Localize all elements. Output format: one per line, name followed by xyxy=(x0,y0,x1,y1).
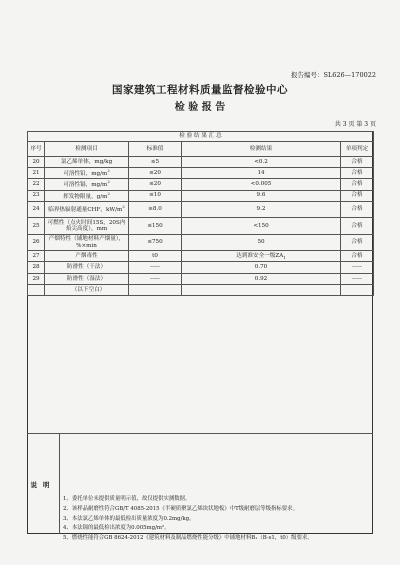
col-result: 检测结果 xyxy=(182,142,341,157)
row-number: 21 xyxy=(28,168,45,179)
table-row xyxy=(28,168,374,179)
row-number: 22 xyxy=(28,179,45,190)
organization-title: 国家建筑工程材料质量监督检验中心 xyxy=(112,84,288,96)
document-title: 检 验 报 告 xyxy=(174,102,226,113)
row-result: 50 xyxy=(182,234,341,251)
row-verdict: 合格 xyxy=(341,201,374,218)
row-verdict: 合格 xyxy=(341,251,374,262)
row-number: 28 xyxy=(28,262,45,273)
row-result: 9.2 xyxy=(182,201,341,218)
row-standard: ≤20 xyxy=(129,168,182,179)
row-verdict: 合格 xyxy=(341,218,374,235)
table-header-row xyxy=(28,142,374,157)
note-item: 4、本法镉的最低检出浓度为0.005mg/m²。 xyxy=(63,525,170,532)
table-row xyxy=(28,273,374,284)
row-verdict: 合格 xyxy=(341,190,374,201)
row-verdict: 合格 xyxy=(341,234,374,251)
row-result: 9.6 xyxy=(182,190,341,201)
col-no: 序号 xyxy=(28,142,45,157)
row-verdict: 合格 xyxy=(341,157,374,168)
row-number: 26 xyxy=(28,234,45,251)
row-number: 24 xyxy=(28,201,45,218)
note-item: 2、该样品耐磨性符合GB/T 4085-2015《半硬质聚氯乙烯块状地板》中T级耐磨层等级指标要求。 xyxy=(63,505,298,512)
notes-label: 说明 xyxy=(27,434,60,534)
row-standard: ----- xyxy=(129,262,182,273)
col-item: 检测项目 xyxy=(45,142,129,157)
results-table xyxy=(27,131,374,296)
table-row xyxy=(28,190,374,201)
table-caption: 检 验 结 果 汇 总 xyxy=(28,132,374,142)
row-number: 20 xyxy=(28,157,45,168)
row-verdict: ----- xyxy=(341,273,374,284)
table-row xyxy=(28,179,374,190)
row-standard: ----- xyxy=(129,273,182,284)
notes-section xyxy=(27,433,373,542)
row-item: 产烟毒性 xyxy=(45,251,129,262)
row-item: 可燃性（点火时间15S，20S内焰尖高度），mm xyxy=(45,218,129,235)
row-item: 可溶性铅，$mg/m^2$ xyxy=(45,168,129,179)
end-note: （以下空白） xyxy=(45,284,129,295)
row-result: <0.2 xyxy=(182,157,341,168)
row-item: 防滑性（干法） xyxy=(45,262,129,273)
row-item: 可溶性镉，$mg/m^2$ xyxy=(45,179,129,190)
row-standard: ≤750 xyxy=(129,234,182,251)
row-result: 14 xyxy=(182,168,341,179)
row-standard: ≤150 xyxy=(129,218,182,235)
row-verdict: 合格 xyxy=(341,168,374,179)
row-standard: ≤10 xyxy=(129,190,182,201)
col-verdict: 单项判定 xyxy=(341,142,374,157)
table-row xyxy=(28,157,374,168)
row-standard: t0 xyxy=(129,251,182,262)
row-standard: ≤5 xyxy=(129,157,182,168)
note-item: 5、燃烧性能符合GB 8624-2012《建筑材料及制品燃烧性能分级》中铺地材料B₁（B-s1，t0）级要求。 xyxy=(63,535,313,542)
table-row xyxy=(28,251,374,262)
row-result: <0.005 xyxy=(182,179,341,190)
row-item: 产烟特性（铺地材料产烟量），%×min xyxy=(45,234,129,251)
row-result: 达到准安全一级$ZA_1$ xyxy=(182,251,341,262)
row-number: 27 xyxy=(28,251,45,262)
row-item: 防滑性（湿法） xyxy=(45,273,129,284)
row-item: 挥发物限量，$g/m^2$ xyxy=(45,190,129,201)
table-end-row xyxy=(28,284,374,295)
row-standard: ≤20 xyxy=(129,179,182,190)
row-item: 氯乙烯单体，mg/kg xyxy=(45,157,129,168)
row-verdict: ----- xyxy=(341,262,374,273)
note-item: 3、本法氯乙烯单体的最低检出质量浓度为0.2mg/kg。 xyxy=(63,515,195,522)
row-result: 0.70 xyxy=(182,262,341,273)
note-item: 1、委托单位未提供质量明示值，故仅提供实测数据。 xyxy=(63,496,191,502)
row-number: 25 xyxy=(28,218,45,235)
row-result: <150 xyxy=(182,218,341,235)
notes-list xyxy=(63,495,369,544)
row-result: 0.92 xyxy=(182,273,341,284)
row-verdict: 合格 xyxy=(341,179,374,190)
table-row xyxy=(28,218,374,235)
table-row xyxy=(28,234,374,251)
col-standard: 标准值 xyxy=(129,142,182,157)
table-row xyxy=(28,201,374,218)
row-item: 临界热辐射通量CHF，$kW/m^2$ xyxy=(45,201,129,218)
row-number: 23 xyxy=(28,190,45,201)
table-row xyxy=(28,262,374,273)
row-number: 29 xyxy=(28,273,45,284)
row-standard: ≥8.0 xyxy=(129,201,182,218)
report-number: 报告编号：SL626—170022 xyxy=(291,71,376,79)
page-info: 共 3 页 第 3 页 xyxy=(334,121,376,128)
